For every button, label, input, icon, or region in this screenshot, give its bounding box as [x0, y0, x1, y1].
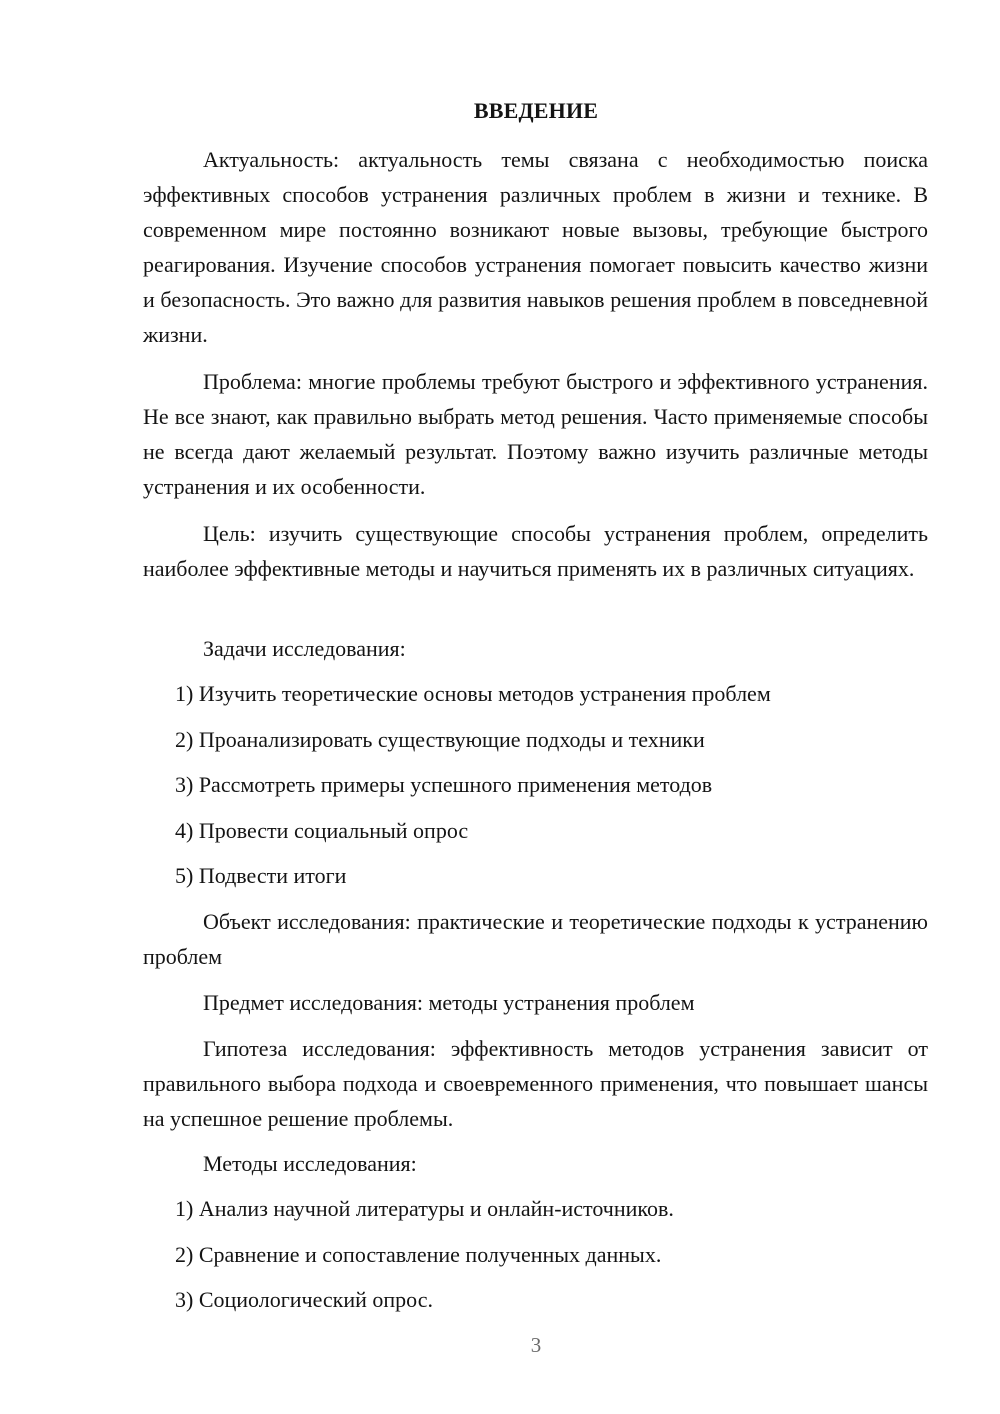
list-item-task-4: 4) Провести социальный опрос — [175, 818, 469, 843]
list-item-method-1: 1) Анализ научной литературы и онлайн-источников. — [175, 1196, 674, 1221]
methods-heading: Методы исследования: — [203, 1151, 417, 1176]
paragraph-object: Объект исследования: практические и теоретические подходы к устранению проблем — [143, 909, 928, 969]
list-item-method-2: 2) Сравнение и сопоставление полученных данных. — [175, 1242, 662, 1267]
page-number: 3 — [530, 1333, 542, 1357]
paragraph-problem: Проблема: многие проблемы требуют быстрого и эффективного устранения. Не все знают, как правильно выбрать метод решения. Часто применяемые способы не всегда дают желаемый результат. Поэтому важно изучить различные методы устранения и их особенности. — [143, 369, 928, 499]
list-item-task-5: 5) Подвести итоги — [175, 863, 347, 888]
paragraph-hypothesis: Гипотеза исследования: эффективность методов устранения зависит от правильного выбора подхода и своевременного применения, что повышает шансы на успешное решение проблемы. — [143, 1036, 928, 1131]
paragraph-goal: Цель: изучить существующие способы устранения проблем, определить наиболее эффективные методы и научиться применять их в различных ситуациях. — [143, 521, 928, 581]
page-title: ВВЕДЕНИЕ — [473, 98, 599, 123]
paragraph-relevance: Актуальность: актуальность темы связана с необходимостью поиска эффективных способов устранения различных проблем в жизни и технике. В современном мире постоянно возникают новые вызовы, требующие быстрого реагирования. Изучение способов устранения помогает повысить качество жизни и безопасность. Это важно для развития навыков решения проблем в повседневной жизни. — [143, 147, 928, 347]
list-item-task-3: 3) Рассмотреть примеры успешного применения методов — [175, 772, 713, 797]
paragraph-subject: Предмет исследования: методы устранения проблем — [203, 990, 695, 1015]
list-item-task-1: 1) Изучить теоретические основы методов устранения проблем — [175, 681, 771, 706]
list-item-task-2: 2) Проанализировать существующие подходы и техники — [175, 727, 705, 752]
tasks-heading: Задачи исследования: — [203, 636, 406, 661]
list-item-method-3: 3) Социологический опрос. — [175, 1287, 433, 1312]
